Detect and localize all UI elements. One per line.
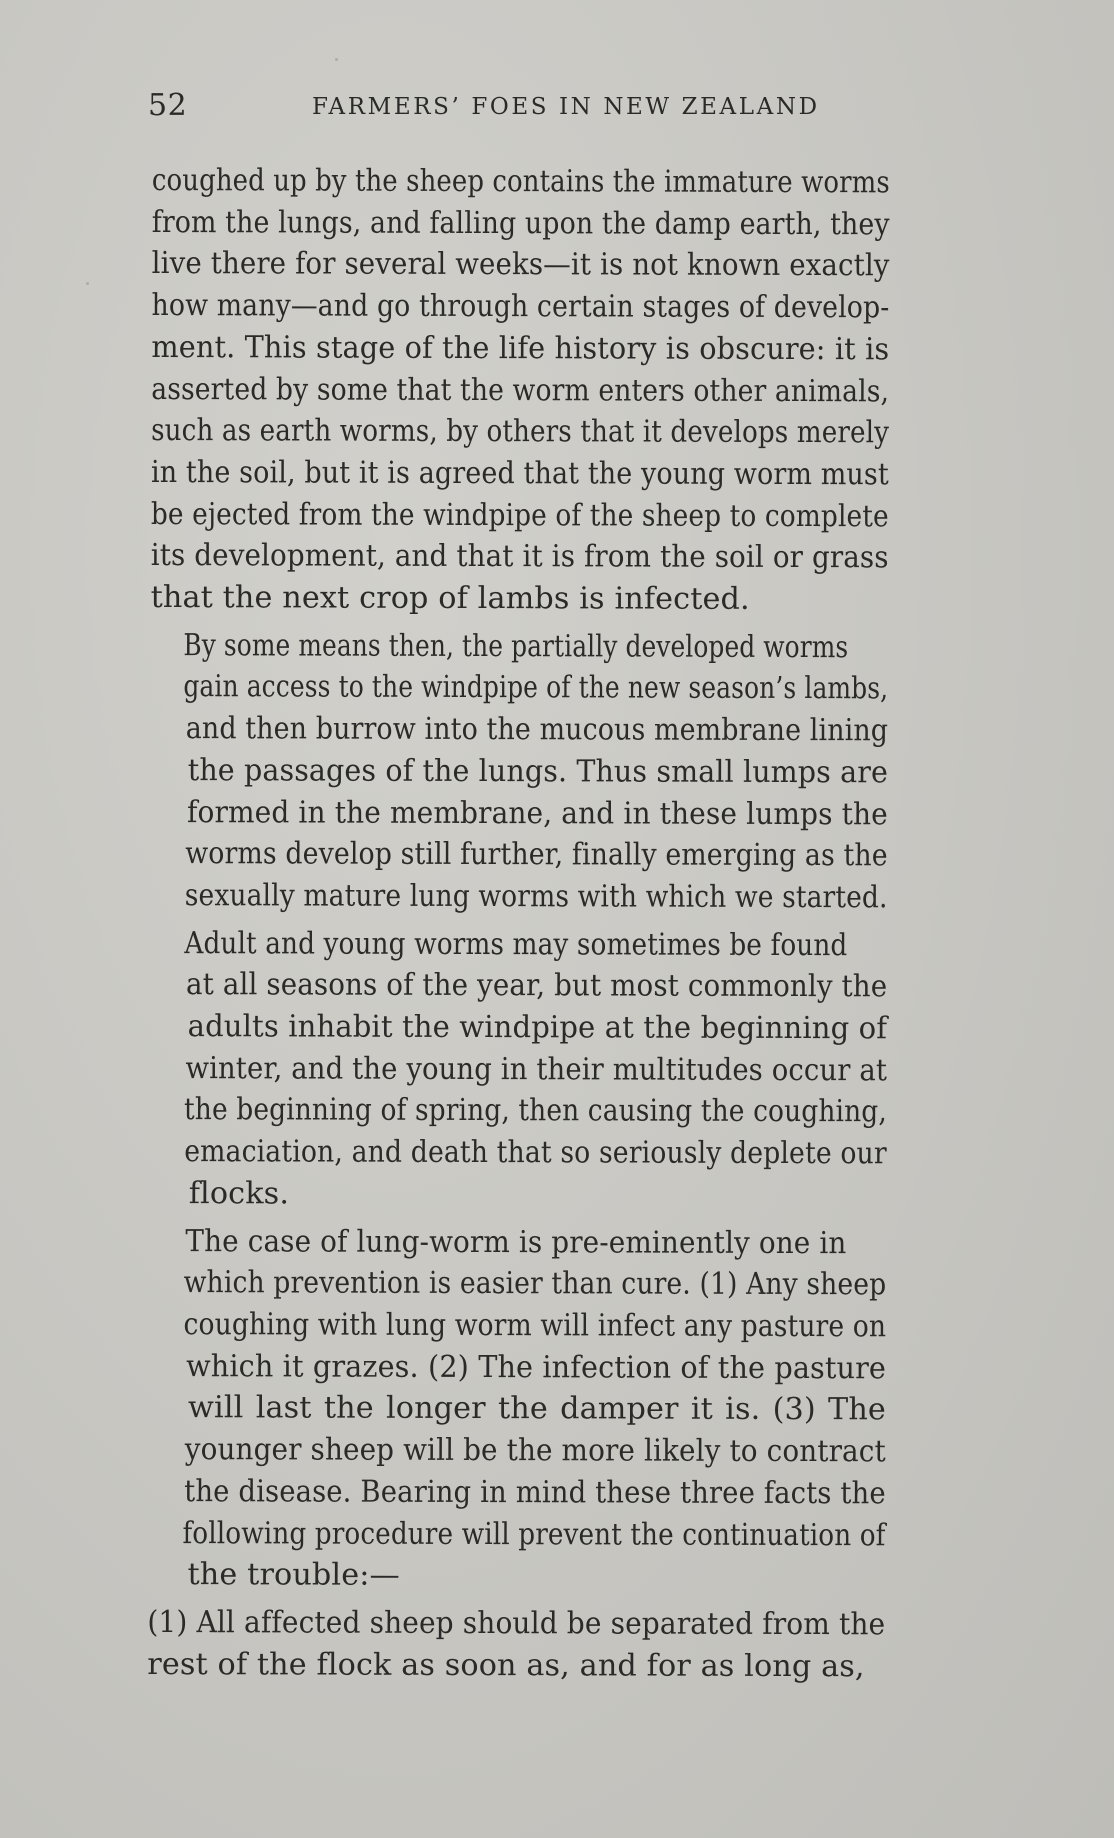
text-line: rest of the flock as soon as, and for as long as,: [147, 1646, 865, 1684]
text-line: flocks.: [188, 1175, 290, 1212]
paragraph: [151, 160, 890, 621]
text-line: gain access to the windpipe of the new season’s lambs,: [183, 669, 889, 707]
text-line: how many—and go through certain stages of develop-: [151, 288, 890, 326]
text-line: emaciation, and death that so seriously deplete our: [184, 1134, 887, 1172]
paragraph: [147, 1221, 886, 1599]
page-number: 52: [148, 88, 188, 123]
text-line: formed in the membrane, and in these lumps the: [186, 794, 888, 832]
text-line: By some means then, the partially developed worms: [183, 627, 849, 665]
text-line: will last the longer the damper it is. (3) The: [188, 1390, 887, 1428]
text-line: the disease. Bearing in mind these three facts the: [184, 1473, 886, 1512]
text-line: from the lungs, and falling upon the damp earth, they: [151, 204, 890, 243]
text-line: winter, and the young in their multitudes occur at: [185, 1050, 888, 1089]
text-line: ment. This stage of the life history is obscure: it is: [151, 329, 890, 368]
text-line: at all seasons of the year, but most commonly the: [186, 967, 888, 1005]
text-line: the trouble:—: [187, 1557, 400, 1593]
paragraph: [150, 625, 889, 919]
page-header: [148, 86, 938, 126]
paper-speck: [335, 58, 338, 61]
text-line: following procedure will prevent the continuation of: [182, 1515, 886, 1553]
text-line: which prevention is easier than cure. (1) Any sheep: [183, 1265, 887, 1303]
paragraph: [147, 1602, 885, 1688]
text-line: The case of lung-worm is pre-eminently one in: [185, 1223, 847, 1261]
paragraph: [149, 923, 888, 1217]
text-line: the passages of the lungs. Thus small lumps are: [187, 752, 889, 791]
text-line: live there for several weeks—it is not known exactly: [151, 246, 890, 284]
text-line: coughing with lung worm will infect any pasture on: [183, 1307, 887, 1345]
text-line: (1) All affected sheep should be separated from the: [147, 1604, 886, 1643]
text-line: coughed up by the sheep contains the immature worms: [151, 162, 890, 201]
text-line: be ejected from the windpipe of the sheep to complete: [150, 496, 889, 534]
text-line: its development, and that it is from the soil or grass: [150, 538, 889, 576]
text-line: younger sheep will be the more likely to contract: [184, 1432, 886, 1470]
text-line: such as earth worms, by others that it develops merely: [151, 413, 890, 451]
paper-speck: [86, 282, 89, 285]
text-line: which it grazes. (2) The infection of the pasture: [186, 1348, 887, 1386]
text-line: that the next crop of lambs is infected.: [150, 580, 750, 617]
text-line: in the soil, but it is agreed that the young worm must: [150, 454, 889, 493]
text-line: adults inhabit the windpipe at the beginning of: [187, 1009, 888, 1047]
text-line: and then burrow into the mucous membrane lining: [185, 711, 889, 749]
running-head: FARMERS’ FOES IN NEW ZEALAND: [312, 94, 820, 120]
text-line: worms develop still further, finally emerging as the: [185, 836, 888, 874]
text-line: sexually mature lung worms with which we started.: [184, 878, 888, 916]
body-text: [147, 160, 890, 1688]
text-line: asserted by some that the worm enters other animals,: [151, 371, 890, 409]
text-line: the beginning of spring, then causing the coughing,: [184, 1092, 887, 1130]
text-line: Adult and young worms may sometimes be found: [184, 925, 848, 963]
